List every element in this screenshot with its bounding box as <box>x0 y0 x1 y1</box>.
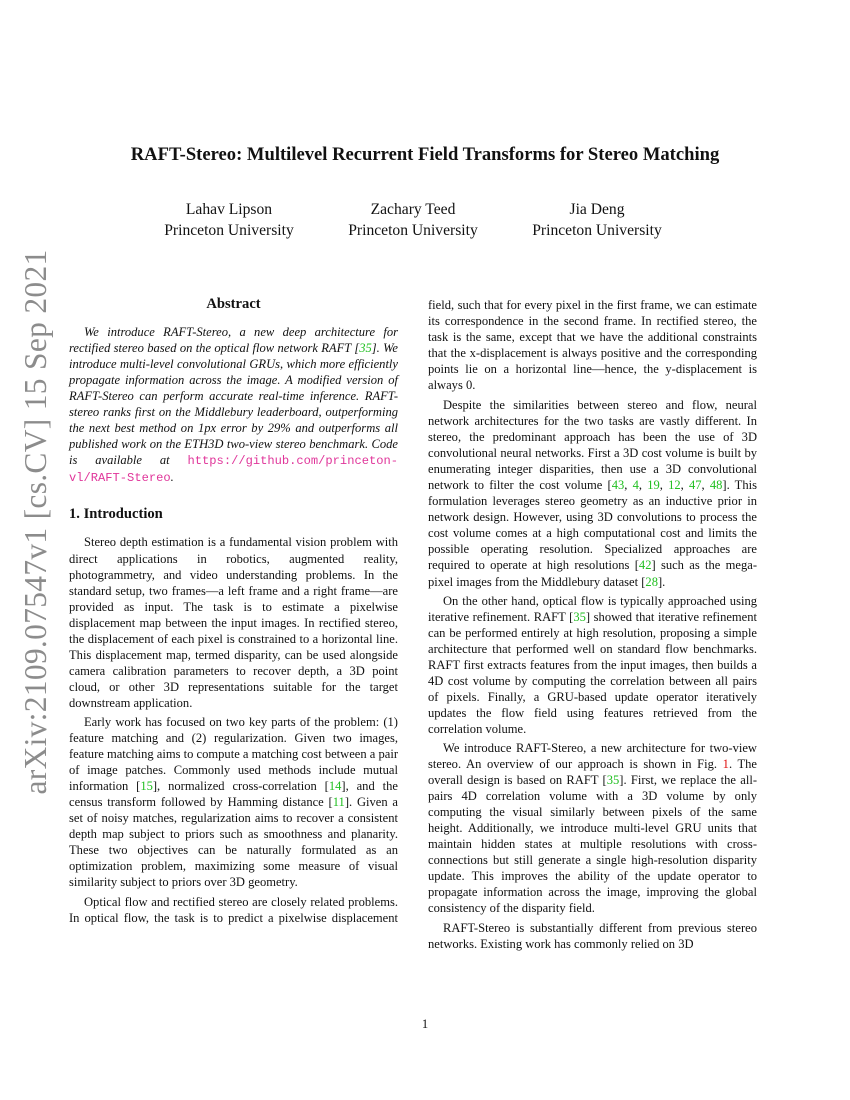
abstract-paragraph: We introduce RAFT-Stereo, a new deep architecture for rectified stereo based on the optical flow network RAFT [35]. We introduce multi-level convolutional GRUs, which more efficiently propagate information across the image. A modified version of RAFT-Stereo can perform accurate real-time inference. RAFT-stereo ranks first on the Middlebury leaderboard, outperforming the next best method on 1px error by 29% and outperforms all published work on the ETH3D two-view stereo benchmark. Code is available at https://github.com/princeton-vl/RAFT-Stereo. <box>69 325 398 486</box>
paragraph: Early work has focused on two key parts of the problem: (1) feature matching and (2) regularization. Given two images, feature matching aims to compute a matching cost between a pair of image patches. Commonly used methods include mutual information [15], normalized cross-correlation [14], and the census transform followed by Hamming distance [11]. Given a set of noisy matches, regularization aims to recover a consistent depth map subject to priors such as smoothness and planarity. These two objectives can be naturally formulated as an optimization problem, maximizing some measure of visual similarity subject to priors over 3D geometry. <box>69 714 398 890</box>
paragraph: Despite the similarities between stereo and flow, neural network architectures for the two tasks are vastly different. In stereo, the predominant approach has been the use of 3D convolutional neural networks. First a 3D cost volume is built by enumerating integer disparities, then use a 3D convolutional network to filter the cost volume [43, 4, 19, 12, 47, 48]. This formulation leverages stereo geometry as an inductive prior in network design. However, using 3D convolutions to process the cost volume comes at a high computational cost and limits the possible operating resolution. Specialized approaches are required to operate at high resolutions [42] such as the mega-pixel images from the Middlebury dataset [28]. <box>428 398 757 589</box>
paragraph: Stereo depth estimation is a fundamental vision problem with direct applications in robotics, augmented reality, photogrammetry, and video understanding problems. In the standard setup, two frames—a left frame and a right frame—are provided as input. The task is to estimate a pixelwise displacement map between the input images. In rectified stereo, the displacement of each pixel is constrained to a horizontal line. This displacement map, termed disparity, can be used alongside camera calibration parameters to recover depth, a 3D point cloud, or other 3D representations suitable for the target downstream application. <box>69 535 398 710</box>
citation-link[interactable]: 43 <box>611 478 625 493</box>
citation-link[interactable]: 47 <box>688 478 702 493</box>
citation-link[interactable]: 11 <box>332 795 345 810</box>
page-number: 1 <box>421 1017 429 1031</box>
author-affiliation: Princeton University <box>164 222 294 239</box>
paragraph: On the other hand, optical flow is typically approached using iterative refinement. RAFT [35] showed that iterative refinement can be performed entirely at high resolution, proposing a simple architecture that performed well on standard flow benchmarks. RAFT first extracts features from the input images, then builds a 4D cost volume by computing the correlation between all pairs of pixels. Finally, a GRU-based update operator iteratively updates the flow field using features retrieved from the correlation volume. <box>428 593 757 736</box>
paragraph: RAFT-Stereo is substantially different from previous stereo networks. Existing work has commonly relied on 3D <box>428 920 757 951</box>
citation-link[interactable]: 42 <box>638 558 652 573</box>
citation-link[interactable]: 4 <box>632 478 639 493</box>
paragraph-continuation: field, such that for every pixel in the first frame, we can estimate its correspondence in the second frame. In rectified stereo, the task is the same, except that we have the additional constraints that the x-displacement is always positive and the corresponding points lie on a horizontal line—hence, the y-displacement is always 0. <box>428 298 757 393</box>
citation-link[interactable]: 14 <box>328 779 342 794</box>
left-column <box>69 295 398 930</box>
citation-link[interactable]: 35 <box>573 609 586 624</box>
right-column <box>428 297 757 955</box>
author-block <box>507 199 687 241</box>
paper-title: RAFT-Stereo: Multilevel Recurrent Field Transforms for Stereo Matching <box>130 144 720 165</box>
author-name: Zachary Teed <box>370 201 456 218</box>
author-block <box>323 199 503 241</box>
paragraph: We introduce RAFT-Stereo, a new architecture for two-view stereo. An overview of our approach is shown in Fig. 1. The overall design is based on RAFT [35]. First, we replace the all-pairs 4D correlation volume with a 3D volume by only computing the visual similarly between pixels of the same height. Additionally, we introduce multi-level GRU units that maintain hidden states at multiple resolutions with cross-connections but still generate a single high-resolution disparity update. This improves the ability of the update operator to propagate information across the image, improving the global consistency of the disparity field. <box>428 740 757 916</box>
citation-link[interactable]: 12 <box>668 478 681 493</box>
citation-link[interactable]: 35 <box>606 773 620 788</box>
author-affiliation: Princeton University <box>532 222 662 239</box>
citation-link[interactable]: 48 <box>709 478 723 493</box>
section-heading-introduction: 1. Introduction <box>69 506 163 523</box>
author-affiliation: Princeton University <box>348 222 478 239</box>
citation-link[interactable]: 28 <box>645 574 658 589</box>
code-url-link[interactable]: https://github.com/princeton-vl/RAFT-Stereo <box>69 454 398 486</box>
figure-reference-link[interactable]: 1 <box>722 757 729 772</box>
citation-link[interactable]: 35 <box>359 341 372 356</box>
author-block <box>139 199 319 241</box>
arxiv-identifier: arXiv:2109.07547v1 [cs.CV] 15 Sep 2021 <box>18 249 53 795</box>
author-name: Lahav Lipson <box>185 201 273 218</box>
paragraph: Optical flow and rectified stereo are closely related problems. In optical flow, the task is to predict a pixelwise displacement <box>69 894 398 925</box>
abstract-heading: Abstract <box>206 296 261 312</box>
citation-link[interactable]: 19 <box>647 478 660 493</box>
author-name: Jia Deng <box>569 201 625 218</box>
citation-link[interactable]: 15 <box>140 779 153 794</box>
